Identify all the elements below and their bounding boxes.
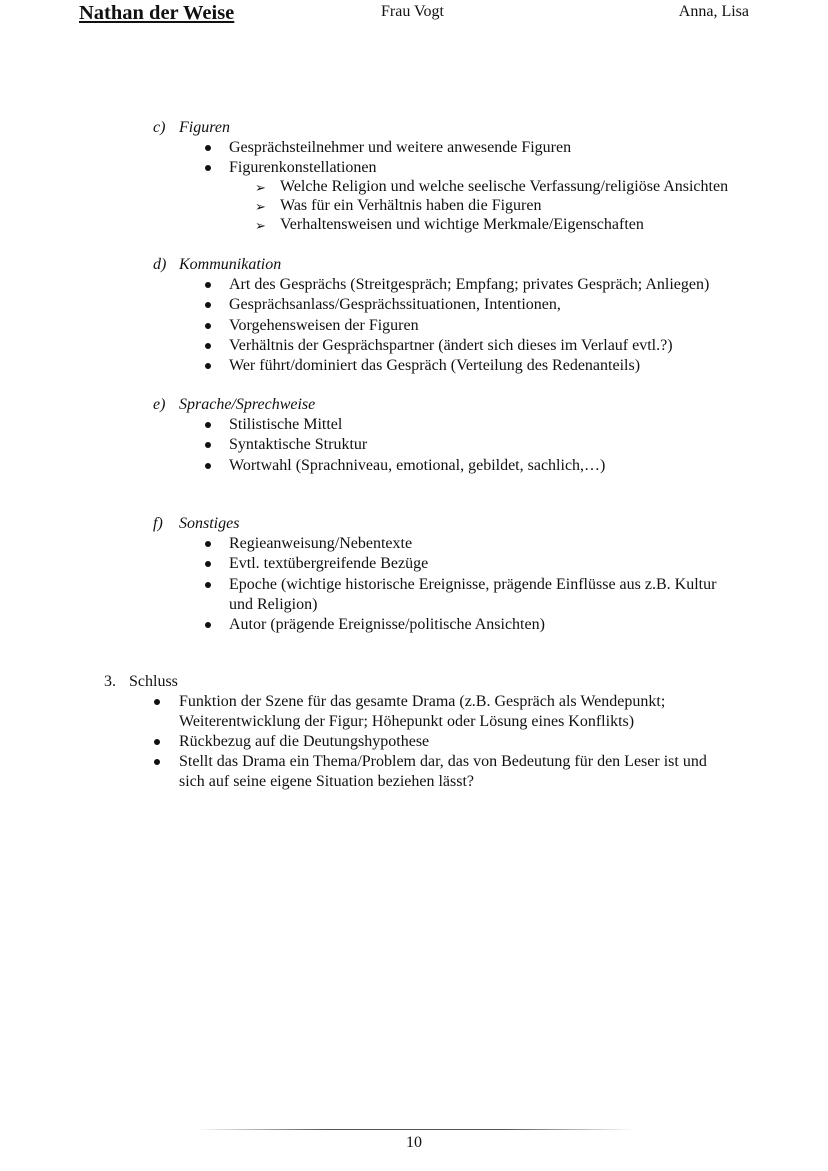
bullet-icon	[205, 323, 211, 329]
bullet-icon	[205, 165, 211, 171]
list-item-text: sich auf seine eigene Situation beziehen lässt?	[179, 773, 475, 790]
arrow-bullet-icon: ➢	[255, 218, 266, 233]
bullet-icon	[205, 145, 211, 151]
bullet-icon	[205, 363, 211, 369]
list-item-text: Syntaktische Struktur	[229, 436, 368, 453]
section-letter: f)	[153, 515, 163, 532]
document-title: Nathan der Weise	[79, 2, 235, 24]
list-item-text: Stellt das Drama ein Thema/Problem dar, das von Bedeutung für den Leser ist und	[179, 753, 707, 770]
bullet-icon	[205, 463, 211, 469]
list-item-text: Autor (prägende Ereignisse/politische Ansichten)	[229, 616, 545, 633]
list-item-text: Figurenkonstellationen	[229, 159, 377, 176]
sub-list-item-text: Was für ein Verhältnis haben die Figuren	[280, 197, 542, 214]
section-title: Sprache/Sprechweise	[179, 396, 316, 413]
list-item-text: Wer führt/dominiert das Gespräch (Verteilung des Redenanteils)	[229, 357, 641, 374]
list-item-text: und Religion)	[229, 596, 318, 613]
section-letter: e)	[153, 396, 166, 413]
section-title: Figuren	[179, 119, 230, 136]
section-letter: d)	[153, 256, 167, 273]
section-letter: c)	[153, 119, 166, 136]
page-number: 10	[406, 1134, 422, 1151]
bullet-icon	[205, 343, 211, 349]
list-item-text: Evtl. textübergreifende Bezüge	[229, 555, 429, 572]
section-number: 3.	[104, 673, 116, 690]
section-title: Schluss	[129, 673, 178, 690]
arrow-bullet-icon: ➢	[255, 180, 266, 195]
list-item-text: Gesprächsteilnehmer und weitere anwesende Figuren	[229, 139, 572, 156]
bullet-icon	[205, 541, 211, 547]
arrow-bullet-icon: ➢	[255, 199, 266, 214]
bullet-icon	[205, 561, 211, 567]
section-title: Kommunikation	[179, 256, 282, 273]
list-item-text: Rückbezug auf die Deutungshypothese	[179, 733, 430, 750]
author-names: Anna, Lisa	[678, 3, 749, 20]
bullet-icon	[205, 422, 211, 428]
bullet-icon	[154, 739, 160, 745]
sub-list-item-text: Verhaltensweisen und wichtige Merkmale/Eigenschaften	[280, 216, 644, 233]
section-title: Sonstiges	[179, 515, 240, 532]
sub-list-item-text: Welche Religion und welche seelische Verfassung/religiöse Ansichten	[280, 178, 729, 195]
list-item-text: Wortwahl (Sprachniveau, emotional, gebildet, sachlich,…)	[229, 457, 606, 474]
list-item-text: Verhältnis der Gesprächspartner (ändert sich dieses im Verlauf evtl.?)	[229, 337, 673, 354]
list-item-text: Epoche (wichtige historische Ereignisse, prägende Einflüsse aus z.B. Kultur	[229, 576, 717, 593]
list-item-text: Weiterentwicklung der Figur; Höhepunkt oder Lösung eines Konflikts)	[179, 713, 635, 730]
list-item-text: Gesprächsanlass/Gesprächssituationen, Intentionen,	[229, 296, 561, 313]
list-item-text: Art des Gesprächs (Streitgespräch; Empfang; privates Gespräch; Anliegen)	[229, 276, 710, 293]
bullet-icon	[205, 582, 211, 588]
footer-divider	[195, 1129, 635, 1130]
bullet-icon	[205, 622, 211, 628]
list-item-text: Funktion der Szene für das gesamte Drama (z.B. Gespräch als Wendepunkt;	[179, 693, 666, 710]
list-item-text: Vorgehensweisen der Figuren	[229, 317, 419, 334]
bullet-icon	[205, 282, 211, 288]
list-item-text: Regieanweisung/Nebentexte	[229, 535, 413, 552]
list-item-text: Stilistische Mittel	[229, 416, 343, 433]
teacher-name: Frau Vogt	[381, 3, 444, 20]
bullet-icon	[205, 302, 211, 308]
bullet-icon	[154, 699, 160, 705]
bullet-icon	[205, 442, 211, 448]
bullet-icon	[154, 759, 160, 765]
